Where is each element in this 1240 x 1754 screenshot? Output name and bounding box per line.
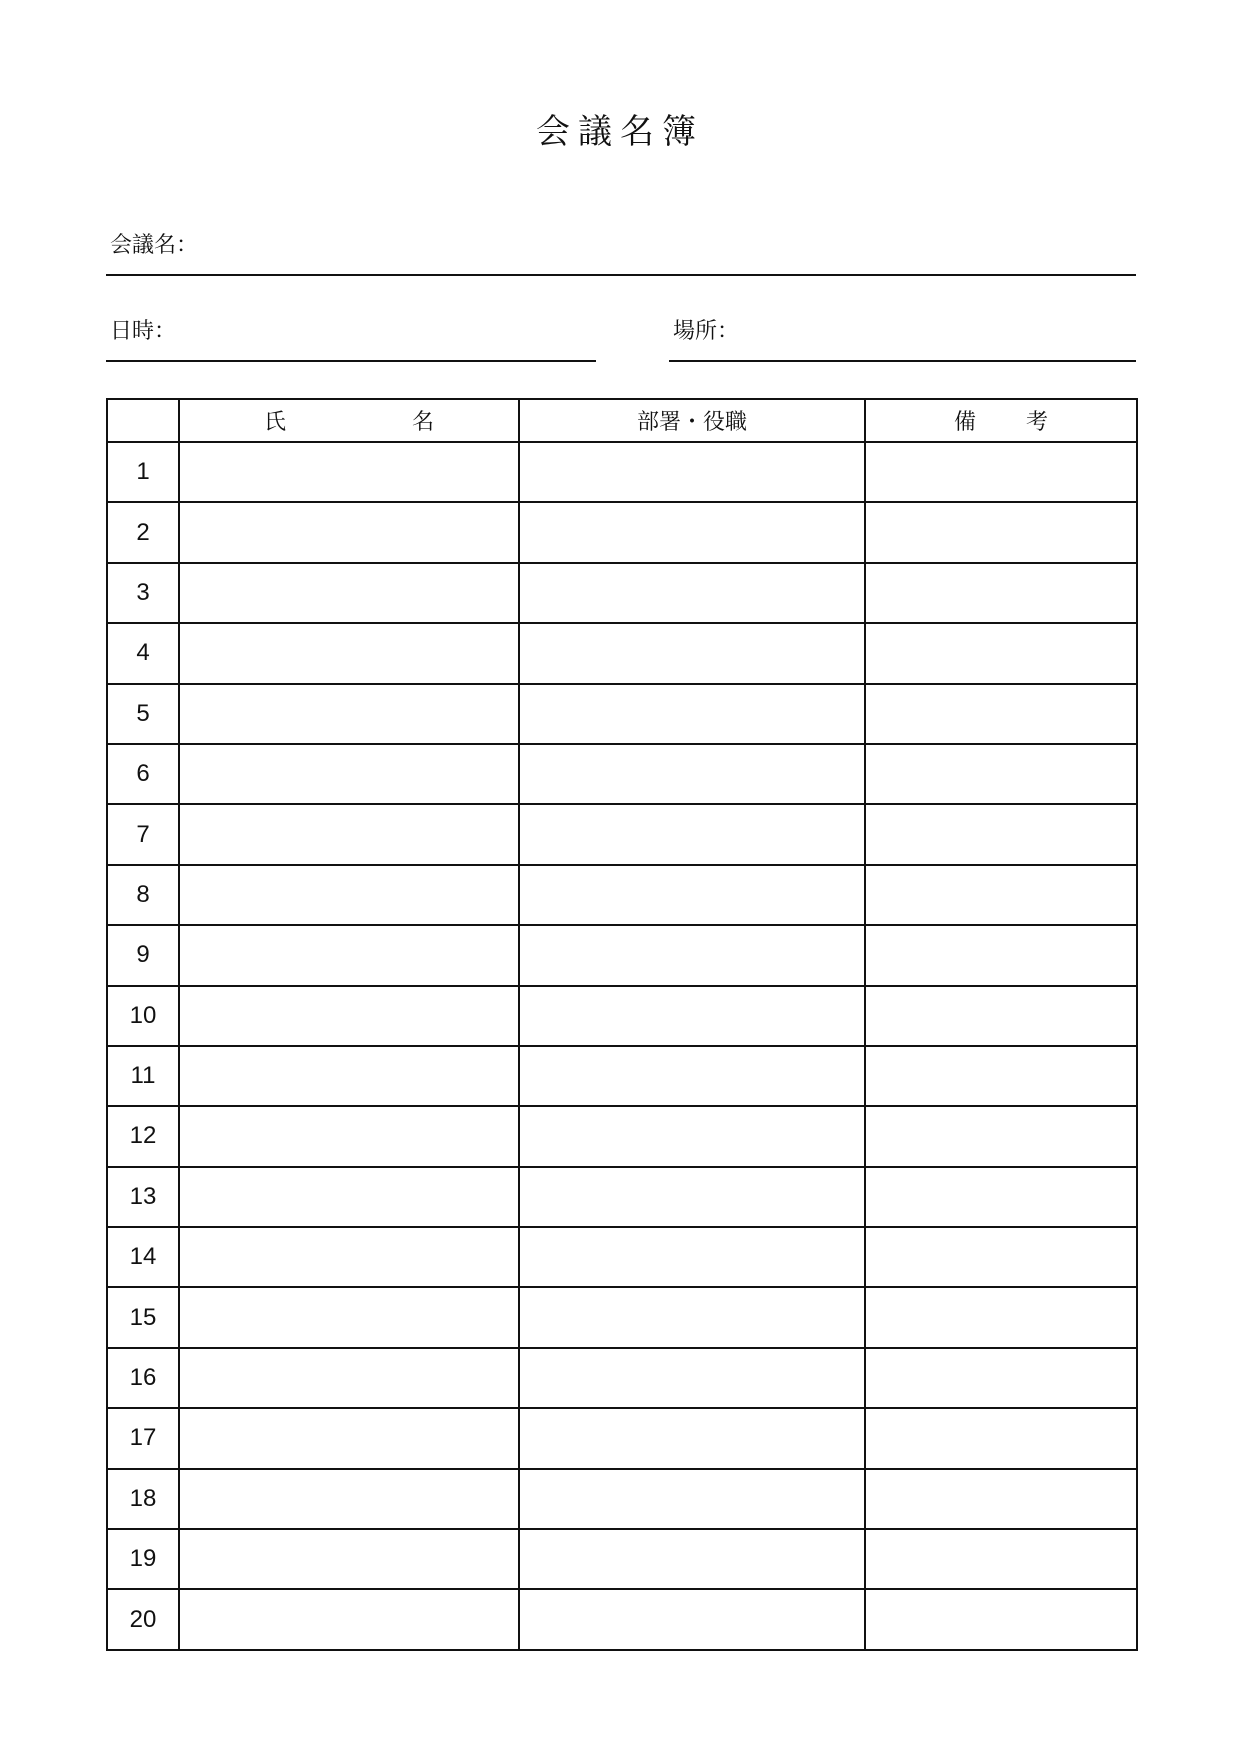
remarks-cell[interactable] (865, 986, 1137, 1046)
row-number: 12 (107, 1106, 179, 1166)
remarks-cell[interactable] (865, 502, 1137, 562)
name-cell[interactable] (179, 1348, 519, 1408)
remarks-cell[interactable] (865, 1589, 1137, 1649)
department-position-cell[interactable] (519, 1529, 865, 1589)
department-position-cell[interactable] (519, 1167, 865, 1227)
department-position-cell[interactable] (519, 1046, 865, 1106)
name-cell[interactable] (179, 1408, 519, 1468)
header-remarks: 備 考 (865, 399, 1137, 442)
name-cell[interactable] (179, 1227, 519, 1287)
department-position-cell[interactable] (519, 1469, 865, 1529)
table-row (107, 1348, 1137, 1408)
name-cell[interactable] (179, 865, 519, 925)
row-number: 1 (107, 442, 179, 502)
meeting-name-field[interactable] (106, 222, 1136, 276)
remarks-cell[interactable] (865, 925, 1137, 985)
name-cell[interactable] (179, 744, 519, 804)
department-position-cell[interactable] (519, 804, 865, 864)
department-position-cell[interactable] (519, 1287, 865, 1347)
remarks-cell[interactable] (865, 1529, 1137, 1589)
department-position-cell[interactable] (519, 1348, 865, 1408)
row-number: 9 (107, 925, 179, 985)
attendee-table (106, 398, 1138, 1651)
row-number: 4 (107, 623, 179, 683)
table-row (107, 1589, 1137, 1649)
name-cell[interactable] (179, 623, 519, 683)
department-position-cell[interactable] (519, 563, 865, 623)
remarks-cell[interactable] (865, 623, 1137, 683)
department-position-cell[interactable] (519, 623, 865, 683)
row-number: 19 (107, 1529, 179, 1589)
department-position-cell[interactable] (519, 925, 865, 985)
department-position-cell[interactable] (519, 1589, 865, 1649)
remarks-cell[interactable] (865, 563, 1137, 623)
remarks-cell[interactable] (865, 1469, 1137, 1529)
name-cell[interactable] (179, 502, 519, 562)
name-cell[interactable] (179, 684, 519, 744)
row-number: 20 (107, 1589, 179, 1649)
table-row (107, 623, 1137, 683)
name-cell[interactable] (179, 1469, 519, 1529)
document-title: 会議名簿 (536, 112, 704, 152)
row-number: 13 (107, 1167, 179, 1227)
remarks-cell[interactable] (865, 865, 1137, 925)
remarks-cell[interactable] (865, 1046, 1137, 1106)
department-position-cell[interactable] (519, 1408, 865, 1468)
row-number: 16 (107, 1348, 179, 1408)
row-number: 10 (107, 986, 179, 1046)
department-position-cell[interactable] (519, 502, 865, 562)
row-number: 6 (107, 744, 179, 804)
department-position-cell[interactable] (519, 684, 865, 744)
name-cell[interactable] (179, 1529, 519, 1589)
table-row (107, 1106, 1137, 1166)
date-label: 日時： (110, 319, 177, 344)
remarks-cell[interactable] (865, 684, 1137, 744)
remarks-cell[interactable] (865, 1348, 1137, 1408)
name-cell[interactable] (179, 1287, 519, 1347)
name-cell[interactable] (179, 563, 519, 623)
row-number: 17 (107, 1408, 179, 1468)
table-row (107, 684, 1137, 744)
remarks-cell[interactable] (865, 442, 1137, 502)
department-position-cell[interactable] (519, 442, 865, 502)
row-number: 18 (107, 1469, 179, 1529)
name-cell[interactable] (179, 1106, 519, 1166)
table-row (107, 1469, 1137, 1529)
table-row (107, 804, 1137, 864)
place-label: 場所： (673, 319, 740, 344)
department-position-cell[interactable] (519, 1106, 865, 1166)
row-number: 14 (107, 1227, 179, 1287)
table-row (107, 865, 1137, 925)
table-row (107, 442, 1137, 502)
row-number: 8 (107, 865, 179, 925)
meeting-name-label: 会議名： (110, 233, 199, 258)
name-cell[interactable] (179, 1589, 519, 1649)
table-row (107, 1227, 1137, 1287)
table-row (107, 986, 1137, 1046)
name-cell[interactable] (179, 804, 519, 864)
remarks-cell[interactable] (865, 1287, 1137, 1347)
header-department-position: 部署・役職 (519, 399, 865, 442)
table-row (107, 1287, 1137, 1347)
remarks-cell[interactable] (865, 804, 1137, 864)
table-row (107, 744, 1137, 804)
date-field[interactable] (106, 310, 596, 362)
department-position-cell[interactable] (519, 865, 865, 925)
remarks-cell[interactable] (865, 1227, 1137, 1287)
row-number: 11 (107, 1046, 179, 1106)
table-row (107, 563, 1137, 623)
department-position-cell[interactable] (519, 1227, 865, 1287)
table-row (107, 1529, 1137, 1589)
table-row (107, 1167, 1137, 1227)
table-row (107, 502, 1137, 562)
header-number (107, 399, 179, 442)
name-cell[interactable] (179, 1167, 519, 1227)
table-row (107, 1046, 1137, 1106)
name-cell[interactable] (179, 986, 519, 1046)
table-row (107, 1408, 1137, 1468)
row-number: 15 (107, 1287, 179, 1347)
row-number: 3 (107, 563, 179, 623)
name-cell[interactable] (179, 925, 519, 985)
table-row (107, 925, 1137, 985)
row-number: 2 (107, 502, 179, 562)
department-position-cell[interactable] (519, 986, 865, 1046)
place-field[interactable] (669, 310, 1136, 362)
remarks-cell[interactable] (865, 744, 1137, 804)
remarks-cell[interactable] (865, 1106, 1137, 1166)
department-position-cell[interactable] (519, 744, 865, 804)
table-header-row (107, 399, 1137, 442)
remarks-cell[interactable] (865, 1408, 1137, 1468)
header-name: 氏 名 (179, 399, 519, 442)
name-cell[interactable] (179, 1046, 519, 1106)
name-cell[interactable] (179, 442, 519, 502)
remarks-cell[interactable] (865, 1167, 1137, 1227)
row-number: 5 (107, 684, 179, 744)
row-number: 7 (107, 804, 179, 864)
